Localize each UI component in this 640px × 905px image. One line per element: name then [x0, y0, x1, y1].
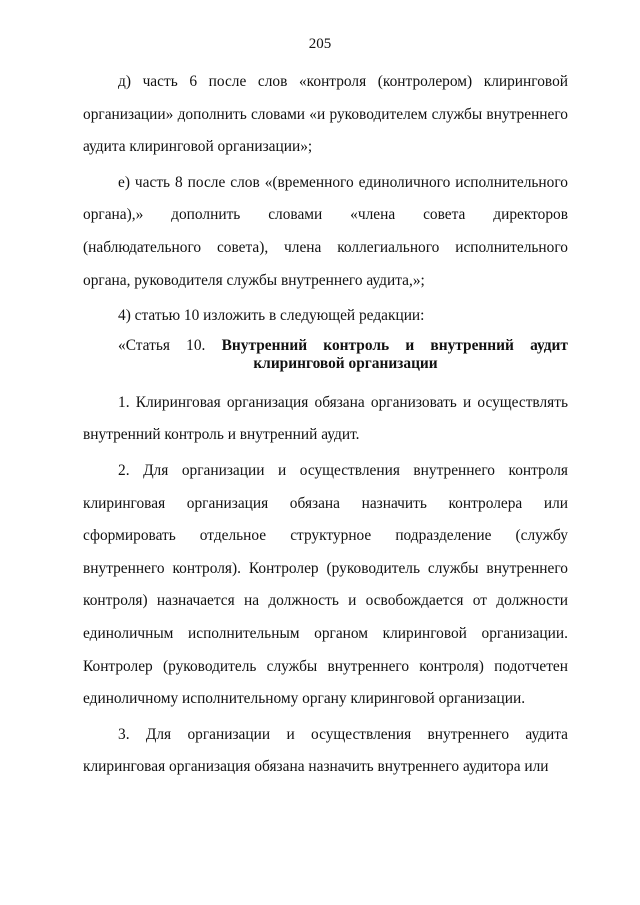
article-title-word: аудит — [530, 336, 568, 354]
article-heading — [83, 337, 568, 373]
article-title-word: контроль — [323, 336, 390, 354]
paragraph-e: е) часть 8 после слов «(временного единоличного исполнительного органа),» дополнить словами «члена совета директоров (наблюдательного совета), члена коллегиального исполнительного органа, руководителя службы внутреннего аудита,»; — [83, 173, 568, 289]
article-number: 10. — [186, 336, 206, 354]
article-title-word: Внутренний — [221, 336, 308, 354]
article-title-word: и — [405, 336, 415, 354]
paragraph-3: 3. Для организации и осуществления внутреннего аудита клиринговая организация обязана назначить внутреннего аудитора или — [83, 725, 568, 776]
article-heading-line2: клиринговой организации — [253, 354, 438, 372]
paragraph-2: 2. Для организации и осуществления внутреннего контроля клиринговая организация обязана назначить контролера или сформировать отдельное структурное подразделение (службу внутреннего контроля). Контролер (руководитель службы внутреннего контроля) назначается на должность и освобождается от должности единоличным исполнительным органом клиринговой организации. Контролер (руководитель службы внутреннего контроля) подотчетен единоличному исполнительному органу клиринговой организации. — [83, 461, 568, 708]
document-body — [83, 66, 568, 784]
paragraph-item-4: 4) статью 10 изложить в следующей редакции: — [118, 307, 425, 325]
page-number: 205 — [308, 36, 332, 52]
paragraph-1: 1. Клиринговая организация обязана организовать и осуществлять внутренний контроль и внутренний аудит. — [83, 393, 568, 444]
article-title-word: внутренний — [430, 336, 514, 354]
article-prefix: «Статья — [118, 336, 170, 354]
article-heading-line1 — [83, 337, 568, 355]
paragraph-d: д) часть 6 после слов «контроля (контролером) клиринговой организации» дополнить словами «и руководителем службы внутреннего аудита клиринговой организации»; — [83, 73, 568, 156]
